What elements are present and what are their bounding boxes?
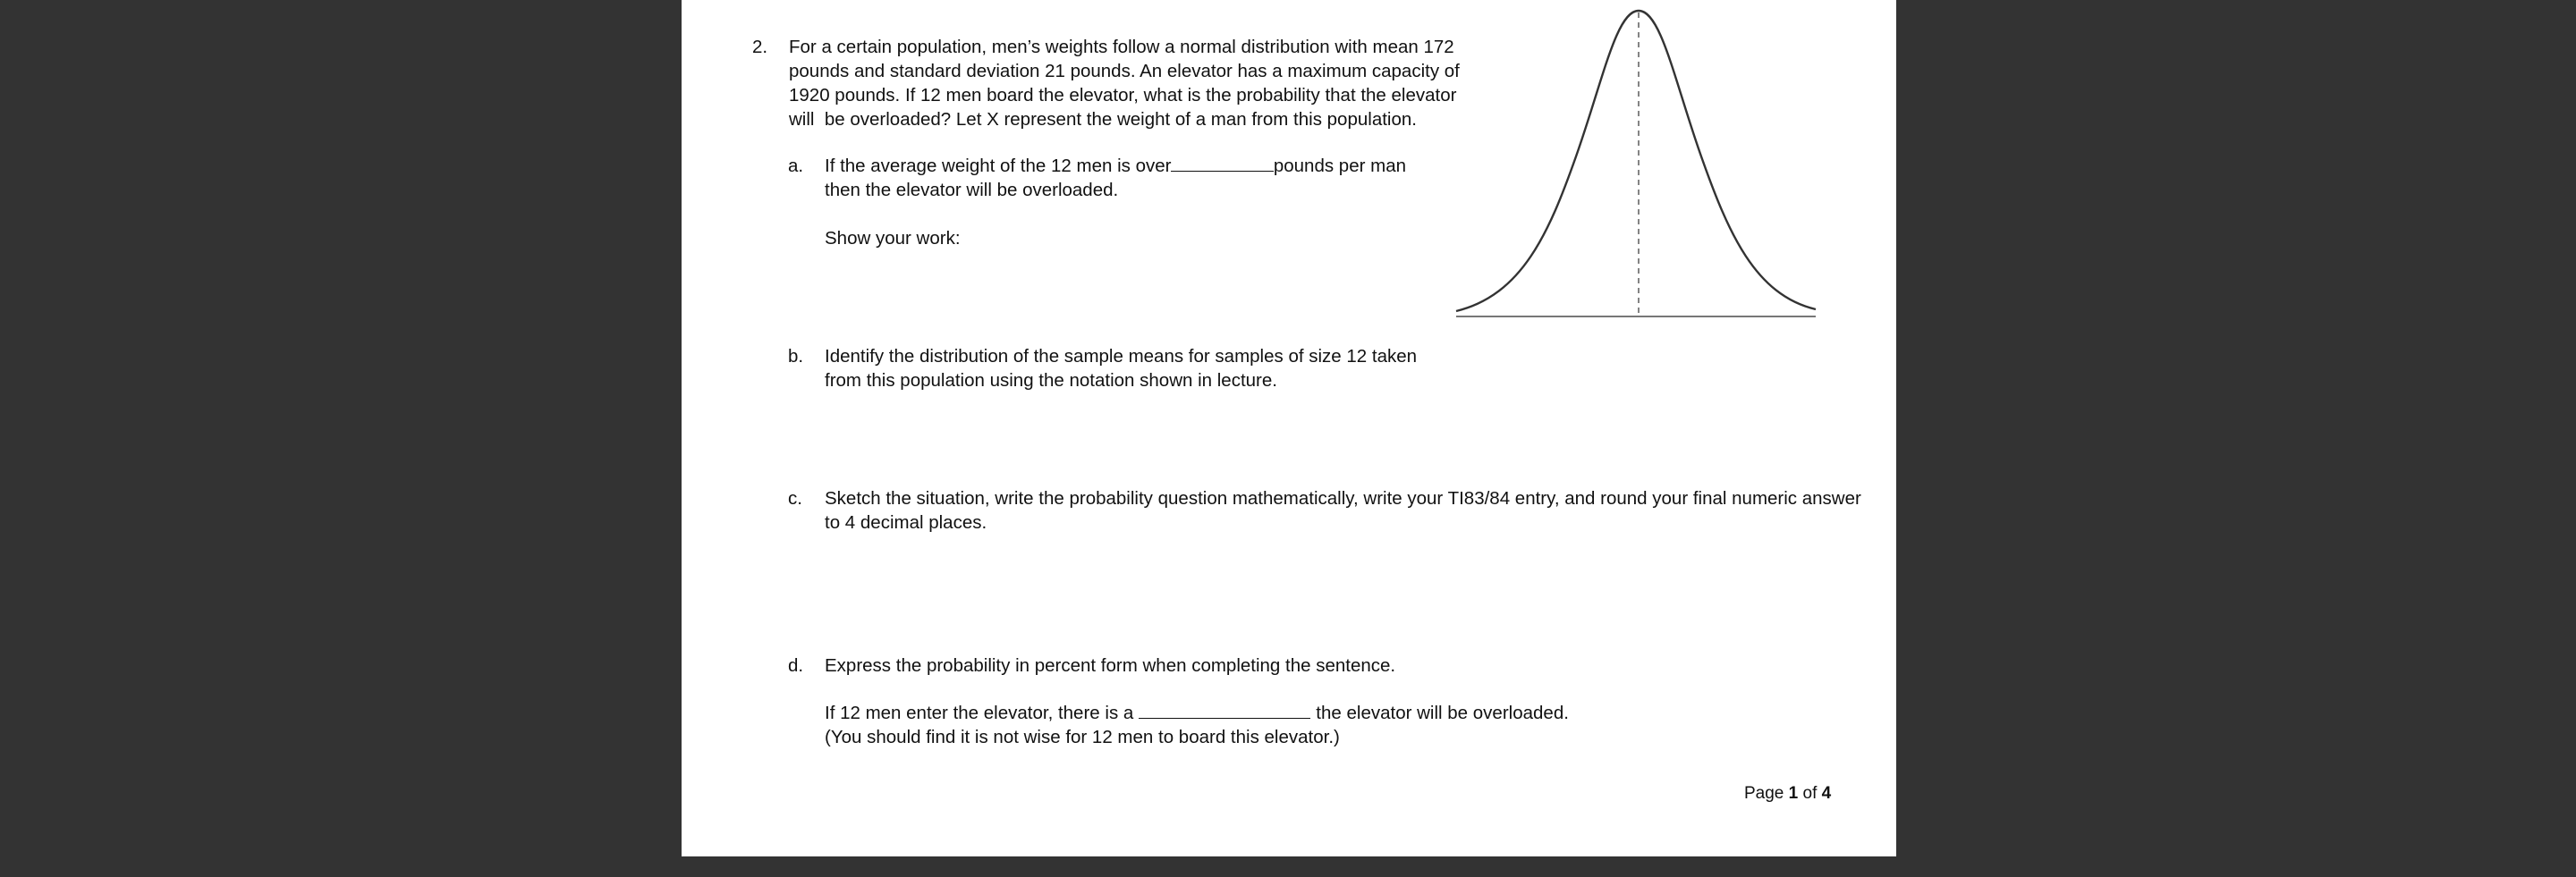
- part-b-text: [825, 344, 1417, 392]
- part-c-label: c.: [788, 488, 802, 509]
- page-word: Page: [1744, 784, 1784, 803]
- part-d-note: (You should find it is not wise for 12 men to board this elevator.): [825, 727, 1340, 747]
- part-c-line: to 4 decimal places.: [825, 512, 987, 533]
- part-a-line-1: [825, 154, 1406, 178]
- question-line: 1920 pounds. If 12 men board the elevator, what is the probability that the elevator: [789, 85, 1457, 105]
- part-a-text: [825, 154, 1406, 202]
- part-a-text-before: If the average weight of the 12 men is over: [825, 156, 1172, 176]
- question-line: pounds and standard deviation 21 pounds. An elevator has a maximum capacity of: [789, 61, 1460, 81]
- part-c-text: [825, 486, 1861, 535]
- part-a-label: a.: [788, 156, 804, 176]
- question-line: For a certain population, men’s weights follow a normal distribution with mean 172: [789, 37, 1454, 57]
- part-a-text-after: pounds per man: [1273, 156, 1406, 176]
- show-work-label: Show your work:: [825, 228, 961, 249]
- part-d-answer-blank[interactable]: [1139, 702, 1310, 719]
- part-b-label: b.: [788, 346, 804, 367]
- part-d-label: d.: [788, 655, 804, 676]
- part-a-answer-blank[interactable]: [1171, 155, 1273, 172]
- part-a-line-2: then the elevator will be overloaded.: [825, 180, 1119, 200]
- part-d-sentence: [825, 701, 1569, 725]
- question-number: 2.: [752, 37, 768, 57]
- part-d-text-after: the elevator will be overloaded.: [1316, 703, 1569, 723]
- part-c-line: Sketch the situation, write the probability question mathematically, write your TI83/84 entry, and round your final numeric answer: [825, 488, 1861, 509]
- part-d-sentence-block: [825, 701, 1569, 749]
- page-number: [1744, 781, 1831, 805]
- part-b-line: Identify the distribution of the sample means for samples of size 12 taken: [825, 346, 1418, 367]
- part-b-line: from this population using the notation shown in lecture.: [825, 370, 1277, 391]
- of-word: of: [1802, 784, 1818, 803]
- question-text: [789, 35, 1460, 131]
- part-d-text-before: If 12 men enter the elevator, there is a: [825, 703, 1134, 723]
- document-page: [682, 0, 1896, 856]
- normal-curve-figure: [1454, 0, 1830, 324]
- question-line: will be overloaded? Let X represent the weight of a man from this population.: [789, 109, 1417, 130]
- bell-curve: [1456, 11, 1816, 311]
- total-pages: 4: [1821, 784, 1832, 803]
- current-page: 1: [1788, 784, 1799, 803]
- part-d-instruction: Express the probability in percent form when completing the sentence.: [825, 655, 1396, 676]
